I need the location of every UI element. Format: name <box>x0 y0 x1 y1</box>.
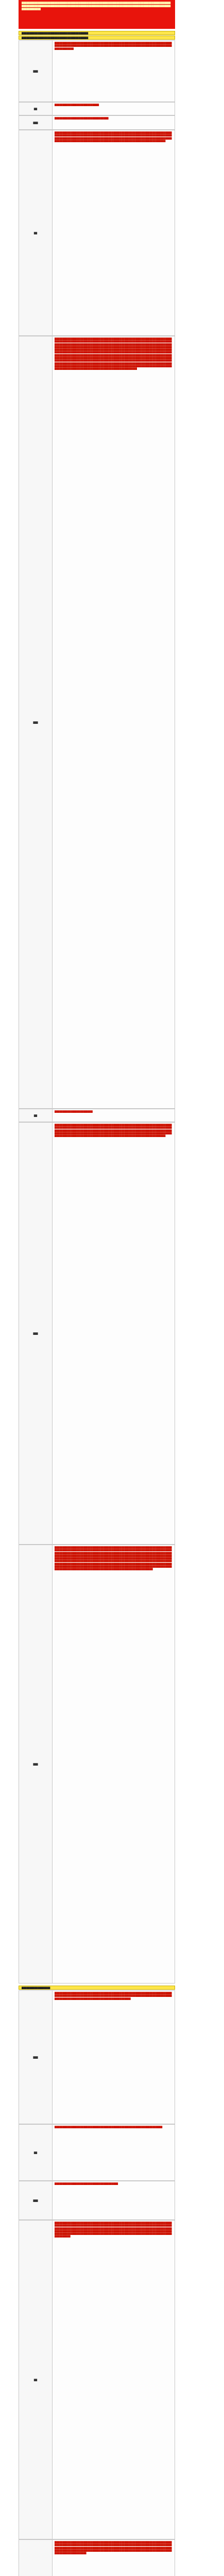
section-banner: ██████████████████████████████████████████ <box>19 31 175 35</box>
section-text: ██████████████████████████████████ <box>55 117 109 120</box>
section-text: ████████████████████████████████████████████████████████████████████████████████████████████████████████████████████████████████████████████████████████████████████████████████████████████████████████████████████████████████████████████████████████████████████████████████████████████████████████████████████████████ <box>55 2541 172 2555</box>
section-label: ███ <box>19 2181 53 2219</box>
section-label: ██ <box>19 2221 53 2539</box>
content-section <box>19 40 175 102</box>
content-section <box>19 102 175 115</box>
section-text: ████████████████████████████ <box>55 104 99 106</box>
section-text: ████████████████████████████████████████ <box>55 2182 118 2185</box>
content-section <box>19 115 175 130</box>
section-text: ████████████████████████ <box>55 1110 93 1113</box>
content-section <box>19 2124 175 2181</box>
section-text: ████████████████████████████████████████████████████████████████████████████████████████████████████████████████████████████████████████████████████████████████ <box>55 42 172 50</box>
content-section <box>19 1545 175 1984</box>
section-label: ███ <box>19 1991 53 2124</box>
content-section <box>19 1122 175 1545</box>
section-text: ████████████████████████████████████████████████████████████████████████████████████████████████████████████████████████████████████████████████████████████████████████████████████████████████████████████████████████████████████████████████████████████████████████████████████████████████████████████████████████████████████████████████████████████████████████████████████████████ <box>55 2222 172 2238</box>
section-label: ██ <box>19 2125 53 2180</box>
section-banner: ██████████████████ <box>19 1986 175 1990</box>
section-label: ███ <box>19 116 53 129</box>
section-label: ██ <box>19 103 53 115</box>
content-section <box>19 2539 175 2576</box>
content-section <box>19 336 175 1109</box>
content-section <box>19 1109 175 1122</box>
content-section <box>19 130 175 336</box>
content-section <box>19 1990 175 2124</box>
section-text: ██████████████████████████████████████████████████████████████████████████████████████████████████████████████████████████████████████████████████████████████████████████████████████████████████████████████████████████████████████████████████████████████████████████████████████████████████████████████████████████████████████████████████████████████████████████████████████████████████████████████████████████████████████████████████████████████████████████████████████████████████████████████████████████████████████████████████████████████████████████████████████████████████████████████████████████████████████████████████████████████████████████████████████████████████████████████████████████████████████████████████████████████████████████████████████████████████████████████████████████████████████████████████████████████████████████████████████████████████ <box>55 337 172 370</box>
section-text: ████████████████████████████████████████████████████████████████████████████████████████████████████████████████████████████████████████████████████████████████████████████████████████████████████ <box>55 1992 172 2000</box>
section-label <box>19 2540 53 2576</box>
content-section <box>19 2181 175 2220</box>
section-label: ███ <box>19 336 53 1108</box>
section-text: ██████████████████████████████████████████████████████████████████████████████████████████████████████████████████████████████████████████████████████████████████████████████████████████████████████████████████████████████████████████████████████████████████████████████████████████████████████████████████████████████████████████████████████████████████████████████ <box>55 1124 172 1138</box>
top-banner: ████████████████████████████████████████████████████████████████████████████████████████████████████████████████████████████████████████████████████████████████████████████████████████████████████████ <box>19 0 175 29</box>
section-label: ███ <box>19 1123 53 1544</box>
section-text: ██████████████████████████████████████████████████████████████████████████████████████████████████████████████████████████████████████████████████████████████████████████████████████████████████████████████████████████████████████████████████████████████████████████████████████████████████████████████████████████████████████████████████████████████████████████████████████████████████████████████████████████████████████████████████████████████████████████████████████████████████████████████████████████████████████████████████████████████████████████████████████████████████████████████████████████████████████████████████████████████████████████████ <box>55 1546 172 1571</box>
section-label: ██ <box>19 130 53 335</box>
section-label: ███ <box>19 1545 53 1983</box>
section-label: ███ <box>19 41 53 101</box>
content-section <box>19 2220 175 2539</box>
section-text: ████████████████████████████████████████████████████████████████████ <box>55 2126 163 2128</box>
section-text: ████████████████████████████████████████████████████████████████████████████████████████████████████████████████████████████████████████████████████████████████████████████████████████████████████████████████████████████████████████████████████████████████████████████████████████████████████ <box>55 131 172 142</box>
section-label: ██ <box>19 1109 53 1122</box>
section-banner: ██████████████████████████████████████████ <box>19 36 175 40</box>
